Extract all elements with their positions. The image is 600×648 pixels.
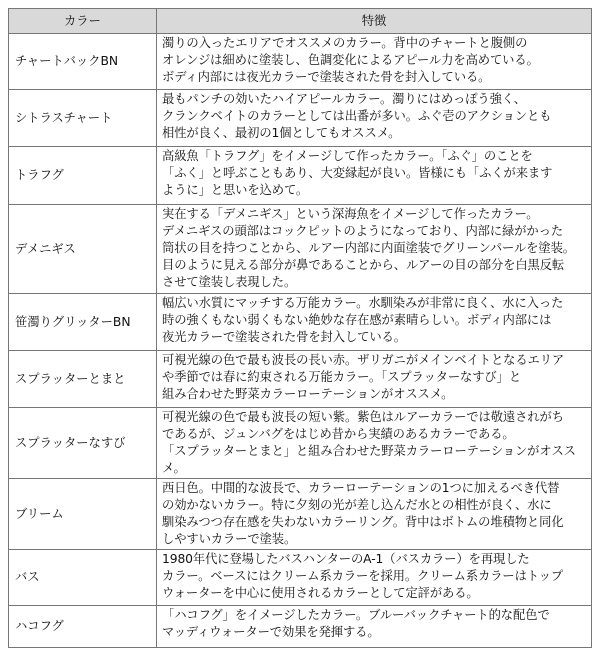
- color-name: ブリーム: [9, 479, 157, 550]
- color-name: チャートバックBN: [9, 34, 157, 90]
- color-name: スプラッターとまと: [9, 351, 157, 408]
- header-feature: 特徴: [157, 9, 592, 34]
- color-name: バス: [9, 550, 157, 606]
- color-description: 西日色。中間的な波長で、カラーローテーションの1つに加えるべき代替 の効かないカラー。特に夕刻の光が差し込んだ水との相性が良く、水に 馴染みつつ存在感を失わないカラーリング。背中はボトムの堆積物と同化 しやすいカラーで塗装。: [157, 479, 592, 550]
- color-name: スプラッターなすび: [9, 408, 157, 479]
- table-row: [9, 294, 592, 351]
- color-name: トラフグ: [9, 147, 157, 205]
- color-description: 可視光線の色で最も波長の短い紫。紫色はルアーカラーでは敬遠されがち であるが、ジュンバグをはじめ昔から実績のあるカラーである。 「スプラッターとまと」と組み合わせた野菜カラーローテーションがオススメ。: [157, 408, 592, 479]
- table-row: [9, 479, 592, 550]
- color-name: デメニギス: [9, 205, 157, 294]
- header-row: [9, 9, 592, 34]
- color-description: 高級魚「トラフグ」をイメージして作ったカラー。「ふぐ」のことを 「ふく」と呼ぶこともあり、大変縁起が良い。皆様にも「ふくが来ます ように」と思いを込めて。: [157, 147, 592, 205]
- color-description: 「ハコフグ」をイメージしたカラー。ブルーバックチャート的な配色で マッディウォーターで効果を発揮する。: [157, 606, 592, 648]
- color-description: 実在する「デメニギス」という深海魚をイメージして作ったカラー。 デメニギスの頭部はコックピットのようになっており、内部に緑がかった 筒状の目を持つことから、ルアー内部に内面塗装でグリーンパールを塗装。 目のように見える部分が鼻であることから、ルアーの目の部分を白黒反転 させて塗装し表現した。: [157, 205, 592, 294]
- color-name: ハコフグ: [9, 606, 157, 648]
- color-description: 可視光線の色で最も波長の長い赤。ザリガニがメインベイトとなるエリア や季節では春に約束される万能カラー。「スプラッターなすび」と 組み合わせた野菜カラーローテーションがオススメ。: [157, 351, 592, 408]
- table-row: [9, 408, 592, 479]
- color-name: シトラスチャート: [9, 90, 157, 147]
- color-description: 1980年代に登場したバスハンターのA-1（バスカラー）を再現した カラー。ベースにはクリーム系カラーを採用。クリーム系カラーはトップ ウォーターを中心に使用されるカラーとして定評がある。: [157, 550, 592, 606]
- table-row: [9, 90, 592, 147]
- table-row: [9, 205, 592, 294]
- table-row: [9, 351, 592, 408]
- table-row: [9, 34, 592, 90]
- color-name: 笹濁りグリッターBN: [9, 294, 157, 351]
- color-description: 最もパンチの効いたハイアピールカラー。濁りにはめっぽう強く、 クランクベイトのカラーとしては出番が多い。ふぐ壱のアクションとも 相性が良く、最初の1個としてもオススメ。: [157, 90, 592, 147]
- color-description: 濁りの入ったエリアでオススメのカラー。背中のチャートと腹側の オレンジは細めに塗装し、色調変化によるアピール力を高めている。 ボディ内部には夜光カラーで塗装された骨を封入している。: [157, 34, 592, 90]
- color-feature-table: [8, 8, 592, 648]
- table-row: [9, 147, 592, 205]
- header-color: カラー: [9, 9, 157, 34]
- table-row: [9, 606, 592, 648]
- table-row: [9, 550, 592, 606]
- color-table-container: [8, 8, 591, 648]
- color-description: 幅広い水質にマッチする万能カラー。水馴染みが非常に良く、水に入った 時の強くもない弱くもない絶妙な存在感が素晴らしい。ボディ内部には 夜光カラーで塗装された骨を封入している。: [157, 294, 592, 351]
